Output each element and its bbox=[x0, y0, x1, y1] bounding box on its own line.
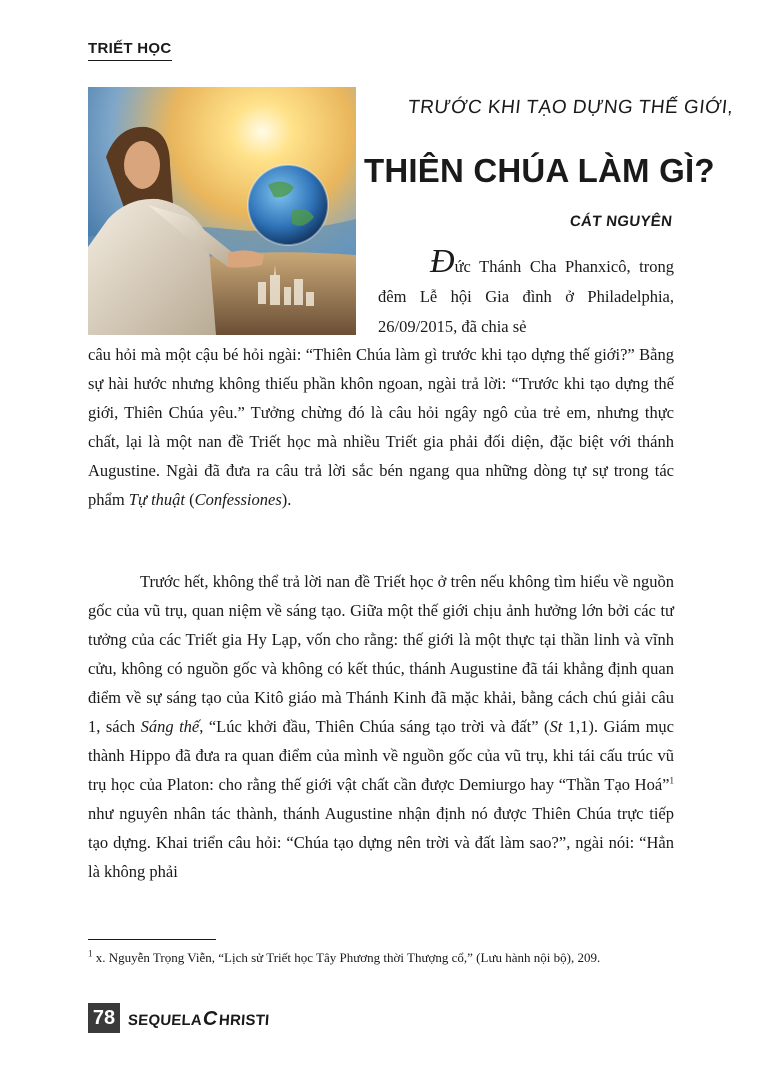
book-title: Sáng thế bbox=[140, 717, 200, 736]
body-paragraph-2 bbox=[88, 567, 674, 886]
footnote-text: x. Nguyễn Trọng Viễn, “Lịch sử Triết học Tây Phương thời Thượng cổ,” (Lưu hành nội bộ), 209. bbox=[92, 950, 601, 965]
paragraph-text: ( bbox=[185, 490, 195, 509]
lead-text: ức Thánh Cha Phanxicô, trong đêm Lễ hội Gia đình ở Philadelphia, 26/09/2015, đã chia sẻ bbox=[378, 257, 674, 336]
paragraph-text: Trước hết, không thể trả lời nan đề Triết học ở trên nếu không tìm hiểu về nguồn gốc của vũ trụ, quan niệm về sáng tạo. Giữa một thế giới chịu ảnh hưởng lớn bởi các tư tưởng của các Triết gia Hy Lạp, vốn cho rằng: thế giới là một thực tại thần linh và vĩnh cửu, không có nguồn gốc và không có kết thúc, thánh Augustine đã tái khẳng định quan điểm về sự sáng tạo của Kitô giáo mà Thánh Kinh đã mặc khải, bằng cách chú giải câu 1, sách bbox=[88, 572, 674, 736]
journal-name-part: HRISTI bbox=[217, 1012, 270, 1029]
scripture-ref: St bbox=[549, 717, 563, 736]
footnote-divider bbox=[88, 939, 216, 940]
page-number: 78 bbox=[88, 1003, 120, 1033]
lead-paragraph bbox=[378, 243, 674, 342]
paragraph-text: 1,1). Giám mục thành Hippo đã đưa ra quan điểm của mình về nguồn gốc của vũ trụ, khi tái cấu trúc vũ trụ học của Platon: cho rằng thế giới vật chất cần được Demiurgo hay “Thần Tạo Hoá” bbox=[88, 717, 674, 794]
paragraph-text: ). bbox=[281, 490, 292, 509]
author-byline: CÁT NGUYÊN bbox=[568, 213, 673, 230]
article-kicker: TRƯỚC KHI TẠO DỰNG THẾ GIỚI, bbox=[406, 97, 735, 118]
body-paragraph-1 bbox=[88, 340, 674, 514]
footnote-number: 1 bbox=[88, 948, 93, 959]
paragraph-text: , “Lúc khởi đầu, Thiên Chúa sáng tạo trời và đất” ( bbox=[199, 717, 550, 736]
latin-title: Confessiones bbox=[194, 490, 282, 509]
drop-cap: Đ bbox=[430, 243, 455, 280]
journal-name-part: SEQUELA bbox=[127, 1012, 203, 1029]
paragraph-text: như nguyên nhân tác thành, thánh Augustine nhận định nó được Thiên Chúa trực tiếp tạo dựng. Khai triển câu hỏi: “Chúa tạo dựng nên trời và đất làm sao?”, ngài nói: “Hẳn là không phải bbox=[88, 804, 674, 881]
paragraph-text: câu hỏi mà một cậu bé hỏi ngài: “Thiên Chúa làm gì trước khi tạo dựng thế giới?” Bằng sự hài hước nhưng không thiếu phần khôn ngoan, ngài trả lời: “Trước khi tạo dựng thế giới, Thiên Chúa yêu.” Tưởng chừng đó là câu hỏi ngây ngô của trẻ em, nhưng thực chất, lại là một nan đề Triết học mà nhiều Triết gia phải đối diện, đặc biệt với thánh Augustine. Ngài đã đưa ra câu trả lời sắc bén ngang qua những dòng tự sự trong tác phẩm bbox=[88, 345, 674, 509]
section-label: TRIẾT HỌC bbox=[88, 40, 172, 61]
footnote-marker[interactable]: 1 bbox=[669, 775, 674, 786]
work-title: Tự thuật bbox=[128, 490, 186, 509]
journal-logo bbox=[128, 1008, 269, 1031]
jesus-holding-earth-illustration bbox=[88, 87, 356, 335]
footnote bbox=[88, 946, 674, 969]
journal-logo-initial: C bbox=[202, 1008, 218, 1030]
article-title: THIÊN CHÚA LÀM GÌ? bbox=[364, 152, 715, 189]
